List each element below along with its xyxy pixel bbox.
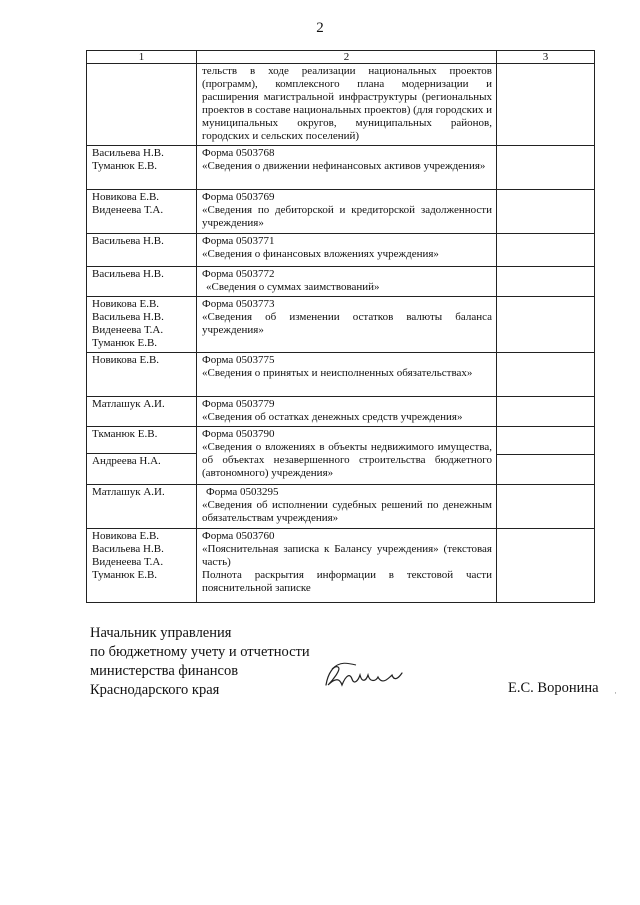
form-number: Форма 0503760: [202, 530, 275, 542]
responsible-name: Виденеева Т.А.: [92, 324, 164, 336]
table-row: [87, 529, 595, 603]
table-row: [87, 397, 595, 427]
responsible-cell: [87, 234, 197, 267]
responsible-name: Васильева Н.В.: [92, 235, 164, 247]
form-title: «Сведения о финансовых вложениях учреждения»: [202, 248, 439, 260]
responsible-cell: [87, 297, 197, 353]
responsible-name: Виденеева Т.А.: [92, 204, 164, 216]
responsible-name: Васильева Н.В.: [92, 268, 164, 280]
description-cell: [197, 353, 497, 397]
notes-cell: [497, 146, 595, 190]
handwritten-signature: [322, 655, 404, 695]
notes-cell: [497, 397, 595, 427]
form-title: «Сведения об остатках денежных средств учреждения»: [202, 411, 463, 423]
responsible-name: Матлашук А.И.: [92, 398, 165, 410]
notes-cell: [497, 427, 595, 485]
responsible-name: Туманюк Е.В.: [92, 569, 158, 581]
responsible-cell: [87, 190, 197, 234]
table-header-row: [87, 51, 595, 64]
form-title: «Пояснительная записка к Балансу учреждения» (текстовая часть): [202, 543, 492, 568]
notes-cell: [497, 485, 595, 529]
signer-position-line: Краснодарского края: [90, 682, 220, 698]
signer-position-line: по бюджетному учету и отчетности: [90, 644, 310, 660]
form-number: Форма 0503768: [202, 147, 275, 159]
column-header-2: 2: [197, 51, 497, 64]
description-cell: [197, 146, 497, 190]
notes-cell: [497, 190, 595, 234]
notes-cell: [497, 353, 595, 397]
form-number: Форма 0503771: [202, 235, 275, 247]
notes-cell: [497, 529, 595, 603]
table-row: [87, 297, 595, 353]
form-number: Форма 0503295: [206, 486, 279, 498]
responsible-name: Новикова Е.В.: [92, 530, 160, 542]
form-number: Форма 0503773: [202, 298, 275, 310]
table-row: [87, 353, 595, 397]
description-cell: [197, 190, 497, 234]
form-title: «Сведения об изменении остатков валюты баланса учреждения»: [202, 311, 492, 336]
notes-cell: [497, 64, 595, 146]
notes-cell: [497, 297, 595, 353]
description-cell: [197, 427, 497, 485]
responsible-name: Васильева Н.В.: [92, 543, 164, 555]
form-title: «Сведения о вложениях в объекты недвижимого имущества, об объектах незавершенного строительства бюджетного (автономного) учреждения»: [202, 441, 492, 479]
table-row: [87, 427, 595, 485]
form-note: Полнота раскрытия информации в текстовой части пояснительной записке: [202, 569, 492, 594]
form-number: Форма 0503775: [202, 354, 275, 366]
responsible-cell: [87, 529, 197, 603]
report-forms-table: [86, 50, 595, 603]
signer-position-line: Начальник управления: [90, 625, 232, 641]
description-cell: [197, 485, 497, 529]
form-number: Форма 0503790: [202, 428, 275, 440]
responsible-cell: [87, 397, 197, 427]
description-cell: [197, 64, 497, 146]
responsible-cell: [87, 353, 197, 397]
notes-cell: [497, 267, 595, 297]
table-row: [87, 190, 595, 234]
signature-block: [90, 624, 310, 700]
responsible-cell: [87, 64, 197, 146]
column-header-3: 3: [497, 51, 595, 64]
responsible-name: Туманюк Е.В.: [92, 337, 158, 349]
responsible-cell: [87, 485, 197, 529]
description-cell: [197, 267, 497, 297]
responsible-name: Новикова Е.В.: [92, 298, 160, 310]
responsible-name: Туманюк Е.В.: [92, 160, 158, 172]
description-cell: [197, 234, 497, 267]
responsible-cell: [87, 146, 197, 190]
description-cell: [197, 297, 497, 353]
table-row: [87, 267, 595, 297]
notes-cell: [497, 234, 595, 267]
form-number: Форма 0503779: [202, 398, 275, 410]
responsible-name: Новикова Е.В.: [92, 354, 160, 366]
responsible-name: Васильева Н.В.: [92, 147, 164, 159]
signer-position-line: министерства финансов: [90, 663, 239, 679]
margin-mark: ·: [614, 688, 617, 698]
form-title: «Сведения об исполнении судебных решений по денежным обязательствам учреждения»: [202, 499, 492, 524]
responsible-name: Виденеева Т.А.: [92, 556, 164, 568]
description-cell: [197, 397, 497, 427]
table-row: [87, 234, 595, 267]
table-row: [87, 485, 595, 529]
table-row: [87, 146, 595, 190]
column-header-1: 1: [87, 51, 197, 64]
form-title: «Сведения о принятых и неисполненных обязательствах»: [202, 367, 473, 379]
description-cell: [197, 529, 497, 603]
responsible-name: Ткманюк Е.В.: [92, 428, 158, 440]
responsible-name: Андреева Н.А.: [92, 455, 161, 467]
form-title: «Сведения по дебиторской и кредиторской задолженности учреждения»: [202, 204, 492, 229]
form-title: «Сведения о движении нефинансовых активов учреждения»: [202, 160, 486, 172]
description-text: тельств в ходе реализации национальных проектов (программ), комплексного плана модернизации и расширения магистральной инфраструктуры (региональных проектов в составе национальных проектов) (для городских и муниципальных округов, муниципальных районов, городских и сельских поселений): [202, 65, 492, 142]
responsible-name: Васильева Н.В.: [92, 311, 164, 323]
table-row: [87, 64, 595, 146]
form-title: «Сведения о суммах заимствований»: [206, 281, 380, 293]
signer-name: Е.С. Воронина: [508, 680, 599, 696]
responsible-name: Матлашук А.И.: [92, 486, 165, 498]
form-number: Форма 0503769: [202, 191, 275, 203]
responsible-name: Новикова Е.В.: [92, 191, 160, 203]
page-number: 2: [316, 20, 324, 36]
responsible-cell: [87, 267, 197, 297]
form-number: Форма 0503772: [202, 268, 275, 280]
responsible-cell: [87, 427, 197, 485]
